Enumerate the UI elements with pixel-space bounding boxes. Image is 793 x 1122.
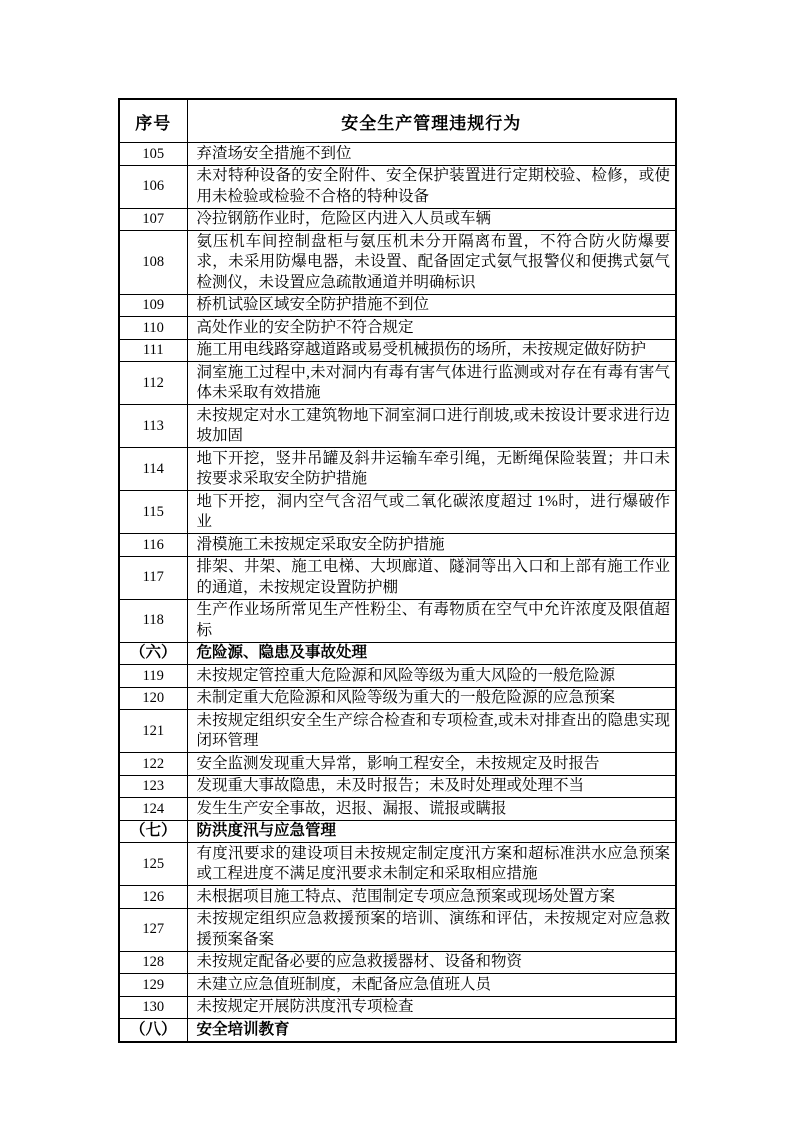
violation-text-cell: 未按规定配备必要的应急救援器材、设备和物资: [187, 951, 676, 974]
violation-text-cell: 弃渣场安全措施不到位: [187, 143, 676, 166]
header-serial-number: 序号: [119, 99, 187, 143]
serial-number-cell: 120: [119, 687, 187, 710]
violation-text-cell: 地下开挖，洞内空气含沼气或二氧化碳浓度超过 1%时，进行爆破作业: [187, 491, 676, 534]
table-row: [119, 775, 676, 798]
serial-number-cell: 115: [119, 491, 187, 534]
violation-text-cell: 排架、井架、施工电梯、大坝廊道、隧洞等出入口和上部有施工作业的通道，未按规定设置防护棚: [187, 556, 676, 599]
violation-text-cell: 未按规定开展防洪度汛专项检查: [187, 996, 676, 1019]
table-row: [119, 843, 676, 886]
table-row: [119, 317, 676, 340]
table-row: [119, 534, 676, 557]
table-row: [119, 491, 676, 534]
serial-number-cell: 128: [119, 951, 187, 974]
violations-table: [118, 98, 677, 1043]
serial-number-cell: （八）: [119, 1019, 187, 1042]
table-row: [119, 886, 676, 909]
violation-text-cell: 未按规定管控重大危险源和风险等级为重大风险的一般危险源: [187, 665, 676, 688]
serial-number-cell: 110: [119, 317, 187, 340]
serial-number-cell: 112: [119, 362, 187, 405]
violation-text-cell: 未根据项目施工特点、范围制定专项应急预案或现场处置方案: [187, 886, 676, 909]
violation-text-cell: 生产作业场所常见生产性粉尘、有毒物质在空气中允许浓度及限值超标: [187, 599, 676, 642]
serial-number-cell: 126: [119, 886, 187, 909]
serial-number-cell: 127: [119, 908, 187, 951]
violation-text-cell: 发生生产安全事故，迟报、漏报、谎报或瞒报: [187, 798, 676, 821]
section-header-row: [119, 1019, 676, 1042]
table-row: [119, 974, 676, 997]
violation-text-cell: 有度汛要求的建设项目未按规定制定度汛方案和超标准洪水应急预案或工程进度不满足度汛要求未制定和采取相应措施: [187, 843, 676, 886]
violation-text-cell: 未按规定对水工建筑物地下洞室洞口进行削坡,或未按设计要求进行边坡加固: [187, 405, 676, 448]
table-row: [119, 405, 676, 448]
table-row: [119, 665, 676, 688]
violation-text-cell: 地下开挖，竖井吊罐及斜井运输车牵引绳，无断绳保险装置；井口未按要求采取安全防护措施: [187, 448, 676, 491]
violation-text-cell: 未对特种设备的安全附件、安全保护装置进行定期校验、检修，或使用未检验或检验不合格的特种设备: [187, 165, 676, 208]
serial-number-cell: 108: [119, 231, 187, 295]
violation-text-cell: 未建立应急值班制度，未配备应急值班人员: [187, 974, 676, 997]
table-row: [119, 599, 676, 642]
serial-number-cell: 111: [119, 339, 187, 362]
serial-number-cell: 116: [119, 534, 187, 557]
table-body: [119, 143, 676, 1042]
serial-number-cell: 105: [119, 143, 187, 166]
serial-number-cell: 121: [119, 710, 187, 753]
serial-number-cell: 122: [119, 753, 187, 776]
violation-text-cell: 未按规定组织安全生产综合检查和专项检查,或未对排查出的隐患实现闭环管理: [187, 710, 676, 753]
serial-number-cell: 117: [119, 556, 187, 599]
serial-number-cell: 106: [119, 165, 187, 208]
table-row: [119, 556, 676, 599]
table-row: [119, 687, 676, 710]
table-row: [119, 753, 676, 776]
serial-number-cell: 119: [119, 665, 187, 688]
violation-text-cell: 安全监测发现重大异常，影响工程安全，未按规定及时报告: [187, 753, 676, 776]
section-title-cell: 安全培训教育: [187, 1019, 676, 1042]
violation-text-cell: 施工用电线路穿越道路或易受机械损伤的场所，未按规定做好防护: [187, 339, 676, 362]
violation-text-cell: 冷拉钢筋作业时，危险区内进入人员或车辆: [187, 208, 676, 231]
serial-number-cell: 124: [119, 798, 187, 821]
serial-number-cell: 109: [119, 294, 187, 317]
violation-text-cell: 未制定重大危险源和风险等级为重大的一般危险源的应急预案: [187, 687, 676, 710]
table-row: [119, 798, 676, 821]
serial-number-cell: 130: [119, 996, 187, 1019]
serial-number-cell: 129: [119, 974, 187, 997]
table-row: [119, 448, 676, 491]
table-row: [119, 362, 676, 405]
table-row: [119, 143, 676, 166]
violation-text-cell: 滑模施工未按规定采取安全防护措施: [187, 534, 676, 557]
serial-number-cell: 107: [119, 208, 187, 231]
serial-number-cell: 113: [119, 405, 187, 448]
header-violation-title: 安全生产管理违规行为: [187, 99, 676, 143]
table-row: [119, 908, 676, 951]
section-title-cell: 危险源、隐患及事故处理: [187, 642, 676, 665]
violation-text-cell: 氨压机车间控制盘柜与氨压机未分开隔离布置，不符合防火防爆要求，未采用防爆电器，未设置、配备固定式氨气报警仪和便携式氨气检测仪，未设置应急疏散通道并明确标识: [187, 231, 676, 295]
violation-text-cell: 桥机试验区域安全防护措施不到位: [187, 294, 676, 317]
table-row: [119, 208, 676, 231]
table-row: [119, 165, 676, 208]
table-row: [119, 951, 676, 974]
serial-number-cell: （七）: [119, 820, 187, 843]
section-header-row: [119, 820, 676, 843]
table-row: [119, 996, 676, 1019]
violation-text-cell: 发现重大事故隐患，未及时报告；未及时处理或处理不当: [187, 775, 676, 798]
section-header-row: [119, 642, 676, 665]
serial-number-cell: 118: [119, 599, 187, 642]
table-header-row: [119, 99, 676, 143]
serial-number-cell: 125: [119, 843, 187, 886]
serial-number-cell: （六）: [119, 642, 187, 665]
violation-text-cell: 高处作业的安全防护不符合规定: [187, 317, 676, 340]
violation-text-cell: 洞室施工过程中,未对洞内有毒有害气体进行监测或对存在有毒有害气体未采取有效措施: [187, 362, 676, 405]
table-row: [119, 231, 676, 295]
section-title-cell: 防洪度汛与应急管理: [187, 820, 676, 843]
violation-text-cell: 未按规定组织应急救援预案的培训、演练和评估，未按规定对应急救援预案备案: [187, 908, 676, 951]
table-row: [119, 294, 676, 317]
table-row: [119, 339, 676, 362]
serial-number-cell: 123: [119, 775, 187, 798]
serial-number-cell: 114: [119, 448, 187, 491]
table-row: [119, 710, 676, 753]
